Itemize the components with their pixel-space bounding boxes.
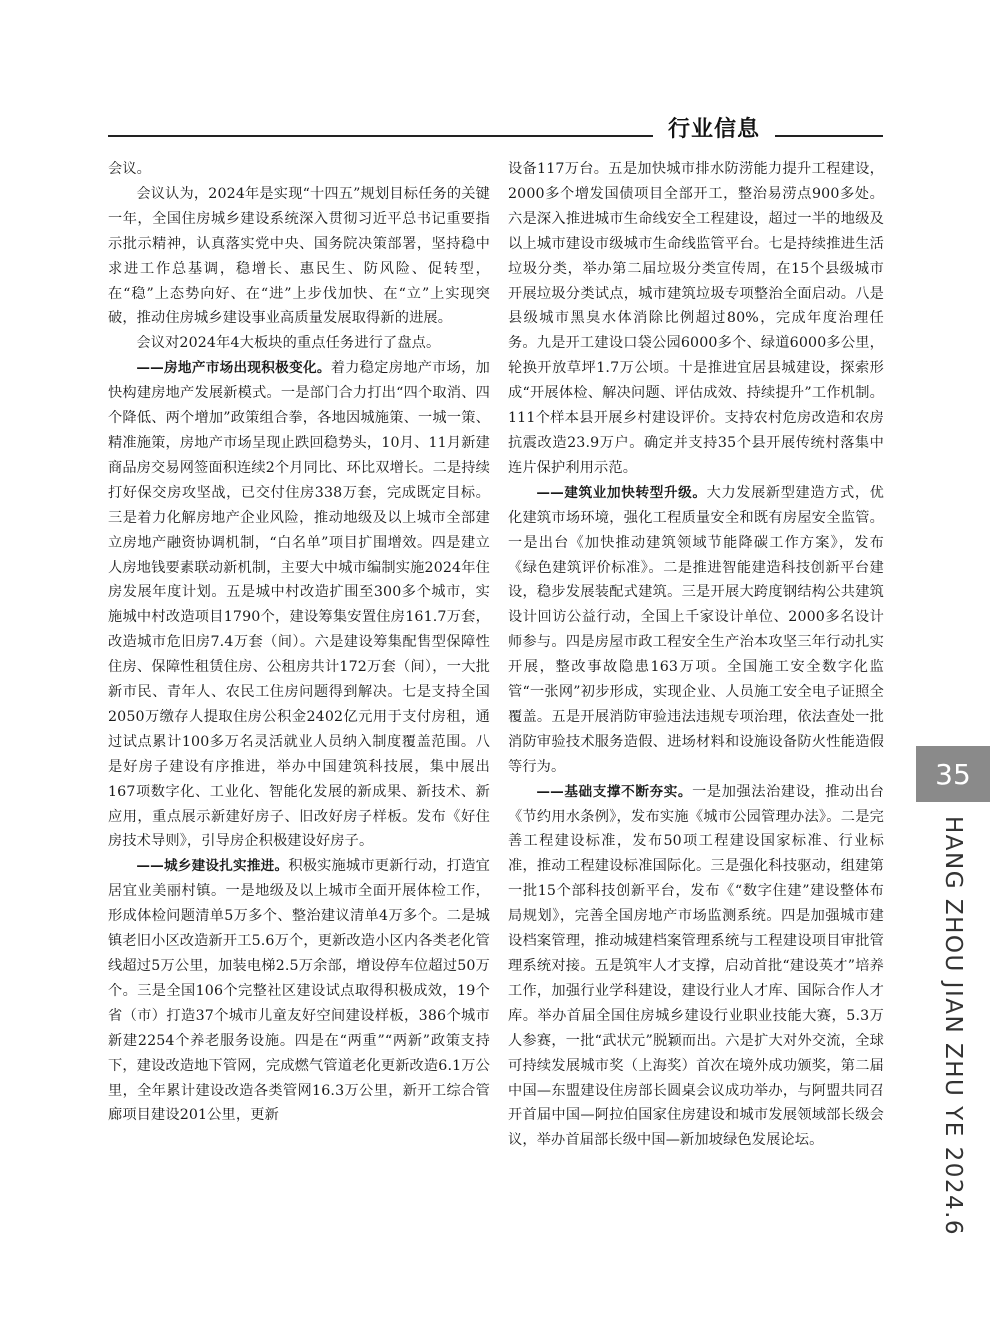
- paragraph: 会议认为，2024年是实现“十四五”规划目标任务的关键一年，全国住房城乡建设系统深入贯彻习近平总书记重要指示批示精神，认真落实党中央、国务院决策部署，坚持稳中求进工作总基调，稳增长、惠民生、防风险、促转型，在“稳”上态势向好、在“进”上步伐加快、在“立”上实现突破，推动住房城乡建设事业高质量发展取得新的进展。: [108, 185, 490, 327]
- section-lead: ——城乡建设扎实推进。: [136, 858, 289, 875]
- paragraph: 会议。: [108, 161, 152, 177]
- section-title: 行业信息: [667, 117, 760, 142]
- running-title-text: HANG ZHOU JIAN ZHU YE 2024.6: [940, 816, 966, 1237]
- section-body: 一是加强法治建设，推动出台《节约用水条例》，发布实施《城市公园管理办法》。二是完善工程建设标准，发布50项工程建设国家标准、行业标准，推动工程建设标准国际化。三是强化科技驱动，组建第一批15个部科技创新平台，发布《“数字住建”建设整体布局规划》，完善全国房地产市场监测系统。四是加强城市建设档案管理，推动城建档案管理系统与工程建设项目审批管理系统对接。五是筑牢人才支撑，启动首批“建设英才”培养工作，加强行业学科建设，建设行业人才库、国际合作人才库。举办首届全国住房城乡建设行业职业技能大赛，5.3万人参赛，一批“武状元”脱颖而出。六是扩大对外交流，全球可持续发展城市奖（上海奖）首次在境外成功颁奖，第二届中国—东盟建设住房部长圆桌会议成功举办，与阿盟共同召开首届中国—阿拉伯国家住房建设和城市发展领域部长级会议，举办首届部长级中国—新加坡绿色发展论坛。: [508, 783, 885, 1149]
- paragraph: 会议对2024年4大板块的重点任务进行了盘点。: [136, 335, 441, 352]
- section-body: 着力稳定房地产市场，加快构建房地产发展新模式。一是部门合力打出“四个取消、四个降低、两个增加”政策组合拳，各地因城施策、一城一策、精准施策，房地产市场呈现止跌回稳势头，10月、11月新建商品房交易网签面积连续2个月同比、环比双增长。二是持续打好保交房攻坚战，已交付住房338万套，完成既定目标。三是着力化解房地产企业风险，推动地级及以上城市全部建立房地产融资协调机制，“白名单”项目扩围增效。四是建立人房地钱要素联动新机制，主要大中城市编制实施2024年住房发展年度计划。五是城中村改造扩围至300多个城市，实施城中村改造项目1790个，建设筹集安置住房161.7万套，改造城市危旧房7.4万套（间）。六是建设筹集配售型保障性住房、保障性租赁住房、公租房共计172万套（间），一大批新市民、青年人、农民工住房问题得到解决。七是支持全国2050万缴存人提取住房公积金2402亿元用于支付房租，通过试点累计100多万名灵活就业人员纳入制度覆盖范围。八是好房子建设有序推进，举办中国建筑科技展，集中展出167项数字化、工业化、智能化发展的新成果、新技术、新应用，重点展示新建好房子、旧改好房子样板。发布《好住房技术导则》，引导房企积极建设好房子。: [108, 360, 490, 850]
- section-lead: ——基础支撑不断夯实。: [536, 783, 693, 800]
- page-number-tab: [916, 746, 990, 802]
- section-lead: ——建筑业加快转型升级。: [536, 484, 707, 501]
- paragraph: [108, 356, 490, 854]
- section-body: 积极实施城市更新行动，打造宜居宜业美丽村镇。一是地级及以上城市全面开展体检工作，形成体检问题清单5万多个、整治建议清单4万多个。二是城镇老旧小区改造新开工5.6万个，更新改造小区内各类老化管线超过5万公里，加装电梯2.5万余部，增设停车位超过50万个。三是全国106个完整社区建设试点取得积极成效，19个省（市）打造37个城市儿童友好空间建设样板，386个城市新建2254个养老服务设施。四是在“两重”“两新”政策支持下，建设改造地下管网，完成燃气管道老化更新改造6.1万公里，全年累计建设改造各类管网16.3万公里，新开工综合管廊项目建设201公里，更新: [108, 858, 490, 1124]
- article-column-left: [108, 157, 490, 1128]
- header-rule-right: [775, 135, 883, 137]
- section-body: 大力发展新型建造方式，优化建筑市场环境，强化工程质量安全和既有房屋安全监管。一是出台《加快推动建筑领域节能降碳工作方案》，发布《绿色建筑评价标准》。二是推进智能建造科技创新平台建设，稳步发展装配式建筑。三是开展大跨度钢结构公共建筑设计回访公益行动，全国上千家设计单位、2000多名设计师参与。四是房屋市政工程安全生产治本攻坚三年行动扎实开展，整改事故隐患163万项。全国施工安全数字化监管“一张网”初步形成，实现企业、人员施工安全电子证照全覆盖。五是开展消防审验违法违规专项治理，依法查处一批消防审验技术服务造假、进场材料和设施设备防火性能造假等行为。: [508, 484, 884, 775]
- article-column-right: [508, 157, 884, 1153]
- header-rule-left: [108, 135, 653, 137]
- section-lead: ——房地产市场出现积极变化。: [136, 360, 331, 377]
- paragraph: [108, 854, 490, 1128]
- paragraph: [508, 780, 884, 1154]
- page-number: 35: [935, 757, 971, 791]
- paragraph: 设备117万台。五是加快城市排水防涝能力提升工程建设，2000多个增发国债项目全部开工，整治易涝点900多处。六是深入推进城市生命线安全工程建设，超过一半的地级及以上城市建设市级城市生命线监管平台。七是持续推进生活垃圾分类，举办第二届垃圾分类宣传周，在15个县级城市开展垃圾分类试点，城市建筑垃圾专项整治全面启动。八是县级城市黑臭水体消除比例超过80%，完成年度治理任务。九是开工建设口袋公园6000多个、绿道6000多公里，轮换开放草坪1.7万公顷。十是推进宜居县城建设，探索形成“开展体检、解决问题、评估成效、持续提升”工作机制。111个样本县开展乡村建设评价。支持农村危房改造和农房抗震改造23.9万户。确定并支持35个县开展传统村落集中连片保护利用示范。: [508, 161, 884, 476]
- paragraph: [508, 481, 884, 780]
